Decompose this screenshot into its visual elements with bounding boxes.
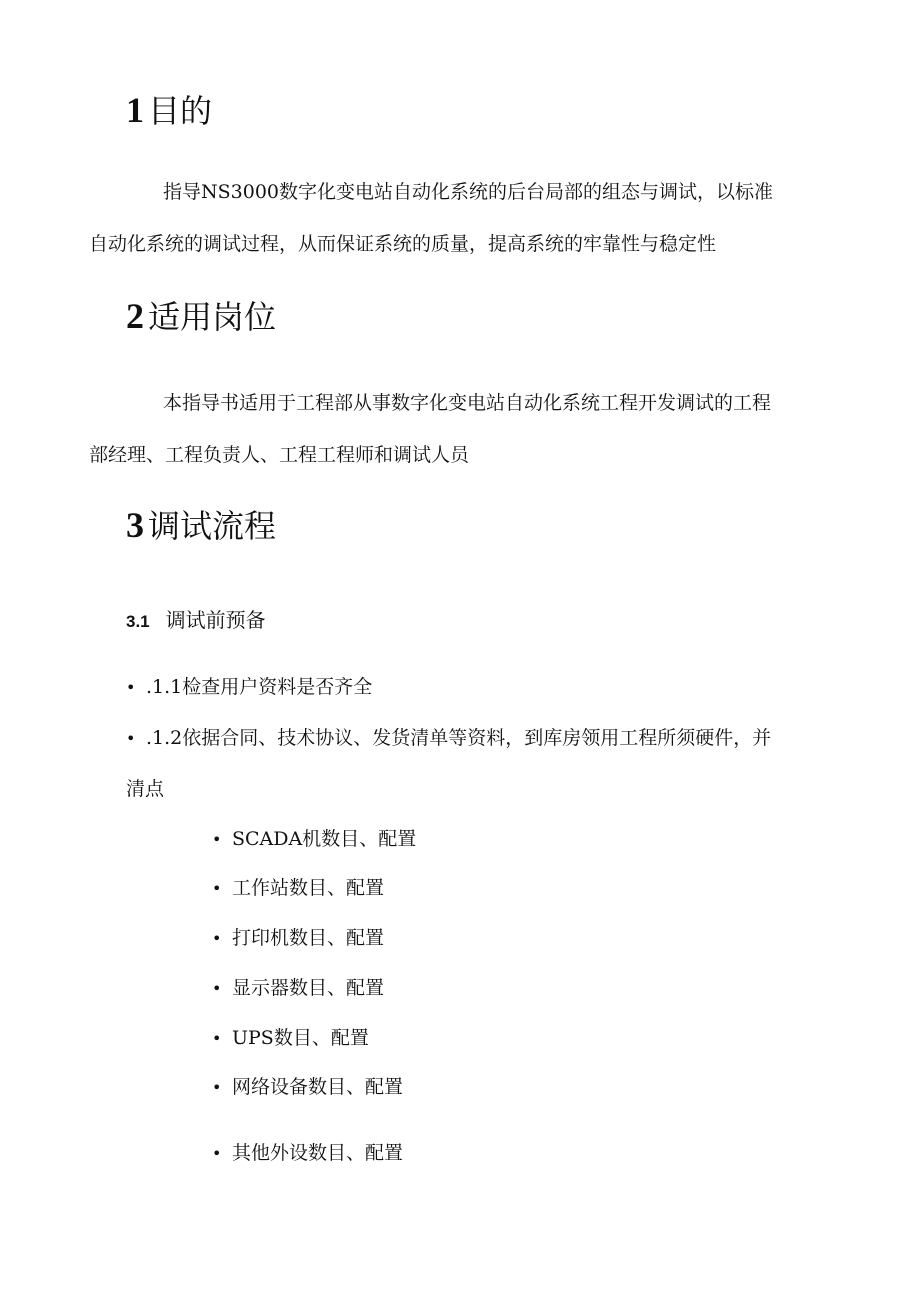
section-number: 1 <box>126 90 144 130</box>
paragraph-line: 本指导书适用于工程部从事数字化变电站自动化系统工程开发调试的工程 <box>163 392 772 414</box>
section-title: 目的 <box>148 92 213 130</box>
section-number: 2 <box>126 296 144 336</box>
section-3-heading <box>126 505 276 546</box>
sub-list-item-text: 打印机数目、配置 <box>232 927 385 949</box>
bullet-icon: • <box>212 929 222 948</box>
section-2-heading <box>126 296 276 337</box>
list-item-text: .1.2依据合同、技术协议、发货清单等资料，到库房领用工程所须硬件，并 <box>146 727 772 749</box>
bullet-icon: • <box>126 729 136 748</box>
section-1-paragraph <box>89 166 816 270</box>
subsection-number: 3.1 <box>126 612 150 631</box>
paragraph-line: 指导NS3000数字化变电站自动化系统的后台局部的组态与调试，以标准 <box>163 181 773 203</box>
sub-list-item <box>212 863 384 914</box>
paragraph-line: 部经理、工程负责人、工程工程师和调试人员 <box>89 444 470 466</box>
sub-list-item-text: UPS数目、配置 <box>232 1027 369 1049</box>
list-item <box>126 662 372 713</box>
bullet-icon: • <box>126 678 136 697</box>
bullet-icon: • <box>212 1078 222 1097</box>
section-title: 调试流程 <box>148 507 277 545</box>
sub-list-item <box>212 963 384 1014</box>
list-item-continuation: 清点 <box>126 778 165 800</box>
sub-list-item-text: 显示器数目、配置 <box>232 977 385 999</box>
bullet-icon: • <box>212 979 222 998</box>
subsection-heading <box>126 606 266 636</box>
subsection-title: 调试前预备 <box>165 608 266 632</box>
section-title: 适用岗位 <box>148 298 277 336</box>
sub-list-item <box>212 814 416 865</box>
list-item-text: .1.1检查用户资料是否齐全 <box>146 676 373 698</box>
bullet-icon: • <box>212 879 222 898</box>
list-item <box>126 713 771 764</box>
sub-list-item <box>212 1062 403 1113</box>
sub-list-item-text: SCADA机数目、配置 <box>232 828 417 850</box>
sub-list-item <box>212 1128 403 1179</box>
section-1-heading <box>126 90 212 131</box>
sub-list-item <box>212 1013 369 1064</box>
section-2-paragraph <box>89 377 816 481</box>
bullet-icon: • <box>212 1144 222 1163</box>
sub-list-item-text: 其他外设数目、配置 <box>232 1142 404 1164</box>
sub-list-item-text: 工作站数目、配置 <box>232 877 385 899</box>
bullet-icon: • <box>212 830 222 849</box>
sub-list-item <box>212 913 384 964</box>
paragraph-line: 自动化系统的调试过程，从而保证系统的质量，提高系统的牢靠性与稳定性 <box>89 233 717 255</box>
section-number: 3 <box>126 505 144 545</box>
bullet-icon: • <box>212 1029 222 1048</box>
sub-list-item-text: 网络设备数目、配置 <box>232 1076 404 1098</box>
